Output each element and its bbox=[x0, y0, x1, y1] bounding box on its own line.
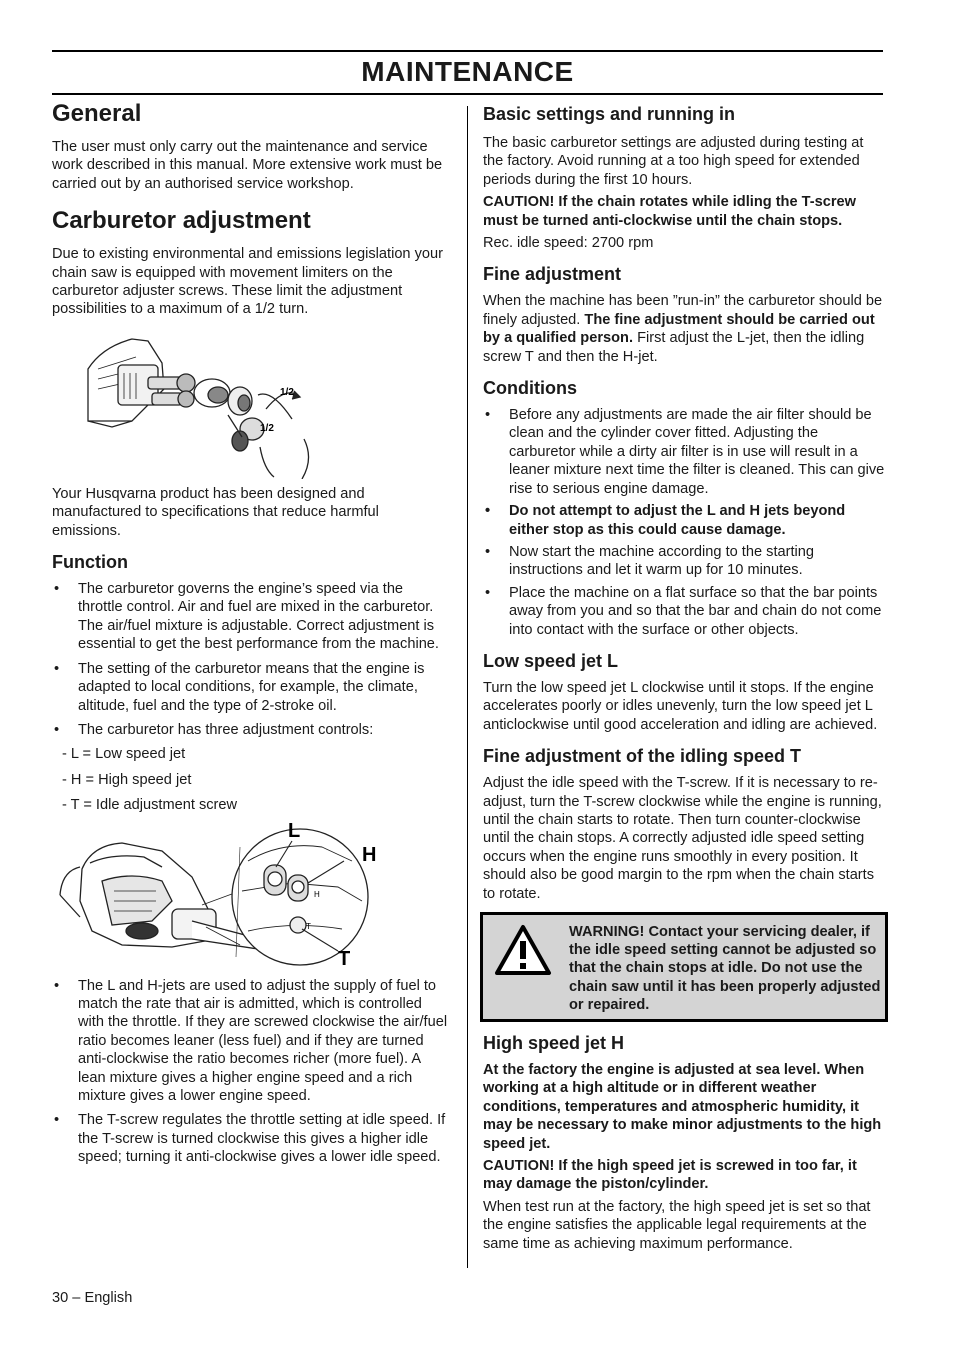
carburetor-paragraph: Due to existing environmental and emissions legislation your chain saw is equipped with movement limiters on the carburetor adjuster screws. These limit the adjustment possibilities to a maximum of a 1/2 turn. bbox=[52, 246, 443, 318]
high-speed-paragraph: At the factory the engine is adjusted at sea level. When working at a high altitude or in different weather conditions, temperatures and atmospheric humidity, it may be necessary to make minor adjustments to the high speed jet. bbox=[483, 1062, 882, 1152]
control-item-l: - L = Low speed jet bbox=[62, 746, 186, 763]
warning-triangle-icon bbox=[493, 923, 553, 982]
fig-half-turn-label-1: 1/2 bbox=[280, 386, 294, 398]
fig-small-h: H bbox=[314, 889, 320, 899]
warning-text: WARNING! Contact your servicing dealer, if the idle speed setting cannot be adjusted so that the chain stops at idle. Do not use the chain saw until it has been properly adjusted or repaired. bbox=[569, 924, 881, 1013]
jets-bullets bbox=[52, 977, 450, 1167]
low-speed-paragraph: Turn the low speed jet L clockwise until it stops. If the engine accelerates poorly or idles unevenly, turn the low speed jet L anticlockwise until good acceleration and idling are achieved. bbox=[483, 679, 878, 733]
subsection-title-function: Function bbox=[52, 552, 128, 573]
control-item-t: - T = Idle adjustment screw bbox=[62, 797, 238, 814]
subsection-title-high-speed-jet: High speed jet H bbox=[483, 1033, 625, 1053]
idle-speed-value: Rec. idle speed: 2700 rpm bbox=[483, 235, 654, 252]
fig-label-l: L bbox=[288, 820, 301, 842]
function-bullet-2: • The setting of the carburetor means that the engine is adapted to local conditions, for example, the climate, altitude, fuel and the type of 2-stroke oil. bbox=[52, 660, 450, 715]
control-item-h: - H = High speed jet bbox=[62, 771, 192, 788]
subsection-title-fine-adjustment: Fine adjustment bbox=[483, 264, 622, 285]
subsection-title-conditions: Conditions bbox=[483, 378, 577, 399]
header-rule-bottom bbox=[52, 93, 883, 95]
left-column bbox=[52, 98, 450, 1167]
high-speed-caution: CAUTION! If the high speed jet is screwed in too far, it may damage the piston/cylinder. bbox=[483, 1158, 857, 1193]
fig-small-t: T bbox=[306, 921, 311, 931]
function-bullets bbox=[52, 580, 450, 739]
jets-bullet-2: • The T-screw regulates the throttle setting at idle speed. If the T-screw is turned clockwise this gives a higher idle speed; turning it anti-clockwise gives a lower idle speed. bbox=[52, 1111, 450, 1166]
subsection-title-low-speed-jet: Low speed jet L bbox=[483, 650, 619, 671]
chainsaw-jets-illustration bbox=[52, 821, 450, 971]
section-title-general: General bbox=[52, 100, 142, 127]
function-bullet-3: • The carburetor has three adjustment controls: bbox=[52, 721, 450, 739]
conditions-bullets bbox=[483, 406, 885, 639]
conditions-bullet-2: • Do not attempt to adjust the L and H jets beyond either stop as this could cause damage. bbox=[483, 502, 885, 539]
page-title: MAINTENANCE bbox=[361, 56, 574, 87]
carburetor-screws-illustration bbox=[52, 329, 450, 479]
fine-paragraph: When the machine has been ”run-in” the carburetor should be finely adjusted. The fine adjustment should be carried out by a qualified person. First adjust the L-jet, then the idling screw T and then the H-jet. bbox=[483, 293, 883, 365]
section-title-carburetor: Carburetor adjustment bbox=[52, 207, 311, 235]
fig-half-turn-label-2: 1/2 bbox=[260, 422, 274, 434]
function-bullet-1: • The carburetor governs the engine’s speed via the throttle control. Air and fuel are mixed in the carburetor. The air/fuel mixture is adjustable. Correct adjustment is essential to get the best performance from the machine. bbox=[52, 580, 450, 654]
conditions-bullet-4: • Place the machine on a flat surface so that the bar points away from you and so that the bar and chain do not come into contact with the surface or other objects. bbox=[483, 584, 885, 639]
jets-bullet-1: • The L and H-jets are used to adjust the supply of fuel to match the rate that air is admitted, which is controlled with the throttle. If they are screwed clockwise the air/fuel ratio becomes leaner (less fuel) and if they are turned anti-clockwise the ratio becomes richer (more fuel). A lean mixture gives a higher engine speed and a rich mixture gives a lower engine speed. bbox=[52, 977, 450, 1106]
idle-fine-paragraph: Adjust the idle speed with the T-screw. If it is necessary to re-adjust, turn the T-screw clockwise while the engine is running, until the chain starts to rotate. Then turn counter-clockwise until the chain stops. A correctly adjusted idle speed setting occurs when the engine runs smoothly in every position. It should also be good margin to the rpm when the chain starts to rotate. bbox=[483, 775, 882, 902]
basic-caution: CAUTION! If the chain rotates while idling the T-screw must be turned anti-clockwise until the chain stops. bbox=[483, 194, 856, 229]
subsection-title-idle-fine: Fine adjustment of the idling speed T bbox=[483, 746, 802, 767]
header-rule-top bbox=[52, 50, 883, 52]
right-column bbox=[483, 102, 885, 1253]
subsection-title-basic-settings: Basic settings and running in bbox=[483, 104, 736, 124]
page-footer: 30 – English bbox=[52, 1290, 133, 1306]
fig-label-t: T bbox=[338, 947, 351, 970]
basic-paragraph: The basic carburetor settings are adjusted during testing at the factory. Avoid running at a too high speed for extended periods during the first 10 hours. bbox=[483, 135, 864, 188]
fig-label-h: H bbox=[362, 843, 377, 866]
high-speed-paragraph-2: When test run at the factory, the high speed jet is set so that the engine satisfies the applicable legal requirements at the same time as achieving maximum performance. bbox=[483, 1198, 871, 1252]
general-paragraph: The user must only carry out the maintenance and service work described in this manual. More extensive work must be carried out by an authorised service workshop. bbox=[52, 139, 443, 192]
warning-box bbox=[480, 912, 888, 1022]
conditions-bullet-1: • Before any adjustments are made the air filter should be clean and the cylinder cover fitted. Adjusting the carburetor while a dirty air filter is in use will result in a leaner mixture next time the filter is cleaned. This can give rise to serious engine damage. bbox=[483, 406, 885, 498]
column-divider bbox=[467, 106, 468, 1268]
conditions-bullet-3: • Now start the machine according to the starting instructions and let it warm up for 10 minutes. bbox=[483, 543, 885, 580]
emissions-paragraph: Your Husqvarna product has been designed and manufactured to specifications that reduce harmful emissions. bbox=[52, 485, 379, 539]
